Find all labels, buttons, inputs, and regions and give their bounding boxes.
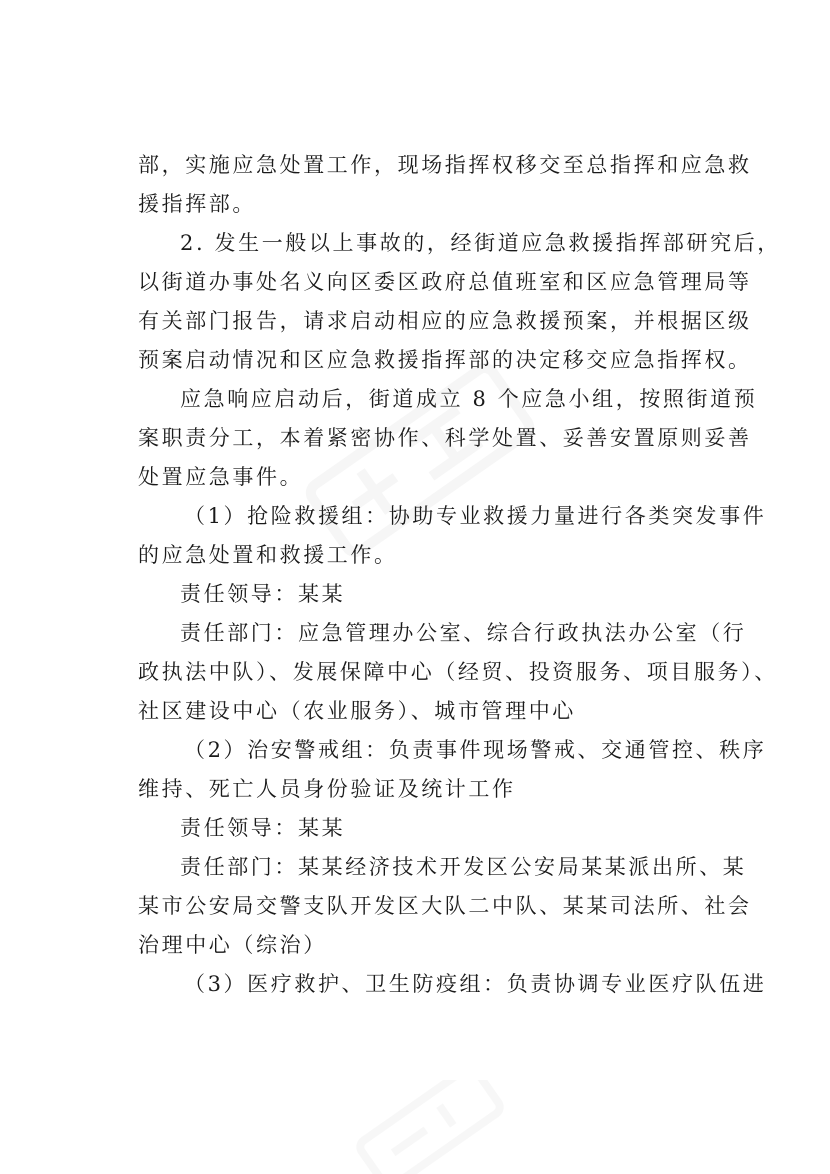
text-line: 社区建设中心（农业服务）、城市管理中心 — [138, 699, 576, 723]
text-line: 处置应急事件。 — [138, 465, 304, 489]
text-line: （2）治安警戒组：负责事件现场警戒、交通管控、秩序 — [184, 738, 767, 762]
text-line: 预案启动情况和区应急救援指挥部的决定移交应急指挥权。 — [138, 348, 752, 372]
text-line: 部，实施应急处置工作，现场指挥权移交至总指挥和应急救 — [138, 153, 752, 177]
text-line: 援指挥部。 — [138, 192, 256, 216]
text-line: （1）抢险救援组：协助专业救援力量进行各类突发事件 — [184, 504, 767, 528]
text-line: 责任领导：某某 — [180, 816, 346, 840]
document-body — [138, 146, 781, 1004]
text-line: 2. 发生一般以上事故的，经街道应急救援指挥部研究后， — [180, 231, 781, 255]
text-line: 应急响应启动后，街道成立 8 个应急小组，按照街道预 — [180, 387, 758, 411]
text-line: 责任部门：某某经济技术开发区公安局某某派出所、某 — [180, 855, 747, 879]
text-line: 责任领导：某某 — [180, 582, 346, 606]
text-line: 维持、死亡人员身份验证及统计工作 — [138, 777, 516, 801]
watermark-logo-bottom — [330, 1080, 530, 1174]
text-line: 案职责分工，本着紧密协作、科学处置、妥善安置原则妥善 — [138, 426, 752, 450]
text-line: 有关部门报告，请求启动相应的应急救援预案，并根据区级 — [138, 309, 752, 333]
text-line: 责任部门：应急管理办公室、综合行政执法办公室（行 — [180, 621, 747, 645]
text-line: 治理中心（综治） — [138, 933, 327, 957]
text-line: 某市公安局交警支队开发区大队二中队、某某司法所、社会 — [138, 894, 752, 918]
text-line: （3）医疗救护、卫生防疫组：负责协调专业医疗队伍进 — [184, 972, 767, 996]
text-line: 的应急处置和救援工作。 — [138, 543, 398, 567]
text-line: 政执法中队）、发展保障中心（经贸、投资服务、项目服务）、 — [138, 660, 778, 684]
text-line: 以街道办事处名义向区委区政府总值班室和区应急管理局等 — [138, 270, 752, 294]
